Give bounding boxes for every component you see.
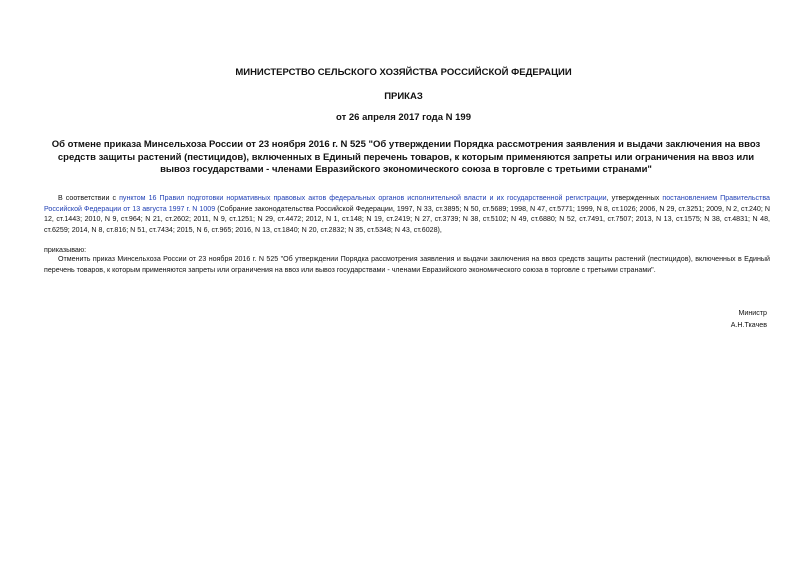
document-date-number: от 26 апреля 2017 года N 199 [336, 112, 471, 123]
resolution-paragraph: Отменить приказ Минсельхоза России от 23 ноября 2016 г. N 525 "Об утверждении Порядка рассмотрения заявления и выдачи заключения на ввоз средств защиты растений (пестицидов), включенных в Единый перечень товаров, к которым применяются запреты или ограничения на ввоз или вывоз государствами - членами Евразийского экономического союза в торговле с третьими странами". [44, 255, 770, 274]
preamble-paragraph [44, 193, 770, 235]
document-title: Об отмене приказа Минсельхоза России от 23 ноября 2016 г. N 525 "Об утверждении Порядка рассмотрения заявления и выдачи заключения на ввоз средств защиты растений (пестицидов), включенных в Единый перечень товаров, к которым применяются запреты или ограничения на ввоз или вывоз государствами - членами Евразийского экономического союза в торговле с третьими странами" [51, 139, 761, 175]
signatory-position: Министр [738, 309, 767, 317]
preamble-tail: (Собрание законодательства Российской Федерации, 1997, N 33, ст.3895; N 50, ст.5689; 1998, N 47, ст.5771; 1999, N 8, ст.1026; 2006, N 29, ст.3251; 2009, N 2, ст.240; N 12, ст.1443; 2010, N 9, ст.964; N 21, ст.2602; 2011, N 9, ст.1251; N 29, ст.4472; 2012, N 1, ст.148; N 19, ст.2419; N 27, ст.3739; N 38, ст.5102; N 49, ст.6880; N 52, ст.7491, ст.7507; 2013, N 13, ст.1575; N 38, ст.4831; N 48, ст.6259; 2014, N 8, ст.816; N 51, ст.7434; 2015, N 6, ст.965; 2016, N 13, ст.1840; N 20, ст.2832; N 35, ст.5348; N 43, ст.6028), [44, 204, 771, 234]
preamble-mid: , утвержденных [606, 194, 663, 202]
rules-paragraph-16-link[interactable]: пунктом 16 Правил подготовки нормативных правовых актов федеральных органов исполнительной власти и их государственной регистрации [119, 194, 607, 202]
government-decree-1009-link[interactable]: постановлением Правительства Российской Федерации от 13 августа 1997 г. N 1009 [44, 194, 770, 213]
orders-word: приказываю: [44, 246, 87, 254]
ministry-name: МИНИСТЕРСТВО СЕЛЬСКОГО ХОЗЯЙСТВА РОССИЙСКОЙ ФЕДЕРАЦИИ [235, 67, 572, 78]
document-type: ПРИКАЗ [384, 91, 423, 102]
signatory-name: А.Н.Ткачев [730, 321, 767, 329]
preamble-lead: В соответствии с [58, 194, 120, 202]
